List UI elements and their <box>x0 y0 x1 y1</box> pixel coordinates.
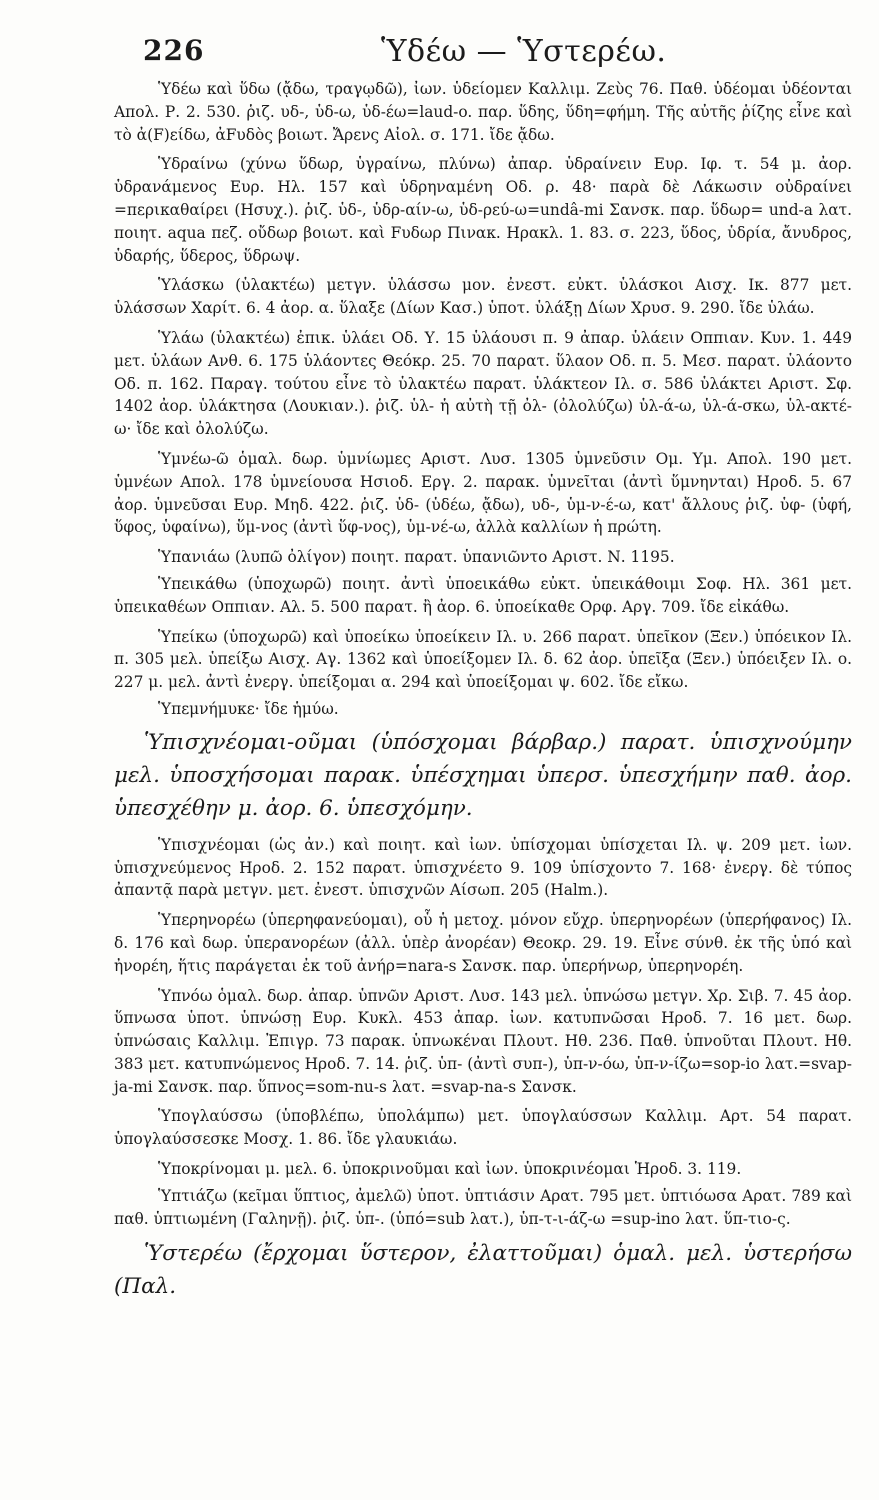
entry-hypemnemyke: Ὑπεμνήμυκε· ἴδε ἡμύω. <box>158 699 339 718</box>
entry-hydraino: Ὑδραίνω (χύνω ὕδωρ, ὑγραίνω, πλύνω) ἀπαρ. ὑδραίνειν Ευρ. Ιφ. τ. 54 μ. ἀορ. ὑδρανάμενος Ευρ. Ηλ. 157 καὶ ὑδρηναμένη Οδ. ρ. 48· παρὰ δὲ Λάκωσιν οὐδραίνει =περικαθαίρει (Ησυχ.). ῥιζ. ὑδ-, ὑδρ-αίν-ω, ὑδ-ρεύ-ω=undâ-mi Σανσκ. παρ. ὕδωρ= und-a λατ. ποιητ. aqua πεζ. οὔδωρ βοιωτ. καὶ Fυδωρ Πινακ. Ηρακλ. 1. 83. σ. 223, ὕδος, ὑδρία, ἄνυδρος, ὑδαρής, ὕδερος, ὕδρωψ. <box>114 155 852 265</box>
entry-hylasko: Ὑλάσκω (ὑλακτέω) μετγν. ὑλάσσω μον. ἐνεστ. εὐκτ. ὑλάσκοι Αισχ. Ικ. 877 μετ. ὑλάσσων Χαρίτ. 6. 4 ἀορ. α. ὕλαξε (Δίων Κασ.) ὑποτ. ὑλάξῃ Δίων Χρυσ. 9. 290. ἴδε ὑλάω. <box>114 276 852 318</box>
entry-hymneo: Ὑμνέω-ῶ ὁμαλ. δωρ. ὑμνίωμες Αριστ. Λυσ. 1305 ὑμνεῦσιν Ομ. Υμ. Απολ. 190 μετ. ὑμνέων Απολ. 178 ὑμνείουσα Ησιοδ. Εργ. 2. παρακ. ὑμνεῖται (ἀντὶ ὕμνηνται) Ηροδ. 5. 67 ἀορ. ὑμνεῦσαι Ευρ. Μηδ. 422. ῥιζ. ὑδ- (ὑδέω, ᾄδω), υδ-, ὑμ-ν-έ-ω, κατ' ἄλλους ῥιζ. ὑφ- (ὑφή, ὕφος, ὑφαίνω), ὕμ-νος (ἀντὶ ὕφ-νος), ὑμ-νέ-ω, ἀλλὰ καλλίων ἡ πρώτη. <box>114 449 852 537</box>
entry-hystereo: Ὑστερέω (ἔρχομαι ὕστερον, ἐλαττοῦμαι) ὁμαλ. μελ. ὑστερήσω (Παλ. <box>114 1241 852 1300</box>
entry-hypoglausso: Ὑπογλαύσσω (ὑποβλέπω, ὑπολάμπω) μετ. ὑπογλαύσσων Καλλιμ. Αρτ. 54 παρατ. ὑπογλαύσσεσκε Μοσχ. 1. 86. ἴδε γλαυκιάω. <box>114 1107 852 1149</box>
page-header <box>143 34 779 74</box>
entry-hypnoo: Ὑπνόω ὁμαλ. δωρ. ἀπαρ. ὑπνῶν Αριστ. Λυσ. 143 μελ. ὑπνώσω μετγν. Χρ. Σιβ. 7. 45 ἀορ. ὕπνωσα ὑποτ. ὑπνώσῃ Ευρ. Κυκλ. 453 ἀπαρ. ἰων. κατυπνῶσαι Ηροδ. 7. 16 μετ. δωρ. ὑπνώσαις Καλλιμ. Ἐπιγρ. 73 παρακ. ὑπνωκέναι Πλουτ. Ηθ. 236. Παθ. ὑπνοῦται Πλουτ. Ηθ. 383 μετ. κατυπνώμενος Ηροδ. 7. 14. ῥιζ. ὑπ- (ἀντὶ συπ-), ὑπ-ν-όω, ὑπ-ν-ίζω=sop-io λατ.=svap-ja-mi Σανσκ. παρ. ὕπνος=som-nu-s λατ. =svap-na-s Σανσκ. <box>114 986 852 1096</box>
entry-hypischneomai-heading: Ὑπισχνέομαι-οῦμαι (ὑπόσχομαι βάρβαρ.) παρατ. ὑπισχνούμην μελ. ὑποσχήσομαι παρακ. ὑπέσχημαι ὑπερσ. ὑπεσχήμην παθ. ἀορ. ὑπεσχέθην μ. ἀορ. 6. ὑπεσχόμην. <box>114 729 852 821</box>
entry-hylao: Ὑλάω (ὑλακτέω) ἐπικ. ὑλάει Οδ. Υ. 15 ὑλάουσι π. 9 ἀπαρ. ὑλάειν Οππιαν. Κυν. 1. 449 μετ. ὑλάων Ανθ. 6. 175 ὑλάοντες Θεόκρ. 25. 70 παρατ. ὕλαον Οδ. π. 5. Μεσ. παρατ. ὑλάοντο Οδ. π. 162. Παραγ. τούτου εἶνε τὸ ὑλακτέω παρατ. ὑλάκτεον Ιλ. σ. 586 ὑλάκτει Αριστ. Σφ. 1402 ἀορ. ὑλάκτησα (Λουκιαν.). ῥιζ. ὑλ- ἡ αὐτὴ τῇ ὀλ- (ὀλολύζω) ὑλ-ά-ω, ὑλ-ά-σκω, ὑλ-ακτέ-ω· ἴδε καὶ ὀλολύζω. <box>114 328 852 439</box>
entry-hypischneomai: Ὑπισχνέομαι (ὡς ἀν.) καὶ ποιητ. καὶ ἰων. ὑπίσχομαι ὑπίσχεται Ιλ. ψ. 209 μετ. ἰων. ὑπισχνεύμενος Ηροδ. 2. 152 παρατ. ὑπισχνέετο 9. 109 ὑπίσχοντο 7. 168· ἐνεργ. δὲ τύπος ἀπαντᾷ παρὰ μετγν. μετ. ἐνεστ. ὑπισχνῶν Αίσωπ. 205 (Halm.). <box>114 835 852 900</box>
page-number: 226 <box>143 34 205 67</box>
running-head: Ὑδέω — Ὑστερέω. <box>381 34 667 69</box>
entry-hypeiko: Ὑπείκω (ὑποχωρῶ) καὶ ὑποείκω ὑποείκειν Ιλ. υ. 266 παρατ. ὑπεῖκον (Ξεν.) ὑπόεικον Ιλ. π. 305 μελ. ὑπείξω Αισχ. Αγ. 1362 καὶ ὑποείξομεν Ιλ. δ. 62 ἀορ. ὑπεῖξα (Ξεν.) ὑπόειξεν Ιλ. ο. 227 μ. μελ. ἀντὶ ἐνεργ. ὑπείξομαι α. 294 καὶ ὑποείξομαι ψ. 602. ἴδε εἴκω. <box>114 627 852 692</box>
entry-hypokrinomai: Ὑποκρίνομαι μ. μελ. 6. ὑποκρινοῦμαι καὶ ἰων. ὑποκρινέομαι Ἡροδ. 3. 119. <box>158 1160 742 1179</box>
entry-hypaniao: Ὑπανιάω (λυπῶ ὀλίγον) ποιητ. παρατ. ὑπανιῶντο Αριστ. Ν. 1195. <box>158 548 675 567</box>
entry-hypeikatho: Ὑπεικάθω (ὑποχωρῶ) ποιητ. ἀντὶ ὑποεικάθω εὐκτ. ὑπεικάθοιμι Σοφ. Ηλ. 361 μετ. ὑπεικαθέων Οππιαν. Αλ. 5. 500 παρατ. ἢ ἀορ. 6. ὑποείκαθε Ορφ. Αργ. 709. ἴδε εἰκάθω. <box>114 574 852 616</box>
entry-hyptiazo: Ὑπτιάζω (κεῖμαι ὕπτιος, ἀμελῶ) ὑποτ. ὑπτιάσιν Αρατ. 795 μετ. ὑπτιόωσα Αρατ. 789 καὶ παθ. ὑπτιωμένη (Γαληνῇ). ῥιζ. ὑπ-. (ὑπό=sub λατ.), ὑπ-τ-ι-άζ-ω =sup-ino λατ. ὕπ-τιο-ς. <box>114 1186 852 1228</box>
entry-hydeo: Ὑδέω καὶ ὕδω (ᾄδω, τραγῳδῶ), ἰων. ὑδείομεν Καλλιμ. Ζεὺς 76. Παθ. ὑδέομαι ὑδέονται Απολ. Ρ. 2. 530. ῥιζ. υδ-, ὑδ-ω, ὑδ-έω=laud-o. παρ. ὕδης, ὕδη=φήμη. Τῆς αὐτῆς ῥίζης εἶνε καὶ τὸ ἀ(F)είδω, ἀFυδὸς βοιωτ. Ἄρενς Αἰολ. σ. 171. ἴδε ᾄδω. <box>114 80 852 144</box>
entry-list <box>114 78 852 1312</box>
entry-hyperenoreo: Ὑπερηνορέω (ὑπερηφανεύομαι), οὗ ἡ μετοχ. μόνον εὔχρ. ὑπερηνορέων (ὑπερήφανος) Ιλ. δ. 176 καὶ δωρ. ὑπερανορέων (ἀλλ. ὑπὲρ ἀνορέαν) Θεοκρ. 29. 19. Εἶνε σύνθ. ἐκ τῆς ὑπό καὶ ἠνορέη, ἥτις παράγεται ἐκ τοῦ ἀνήρ=nara-s Σανσκ. παρ. ὑπερήνωρ, ὑπερηνορέη. <box>114 911 852 975</box>
